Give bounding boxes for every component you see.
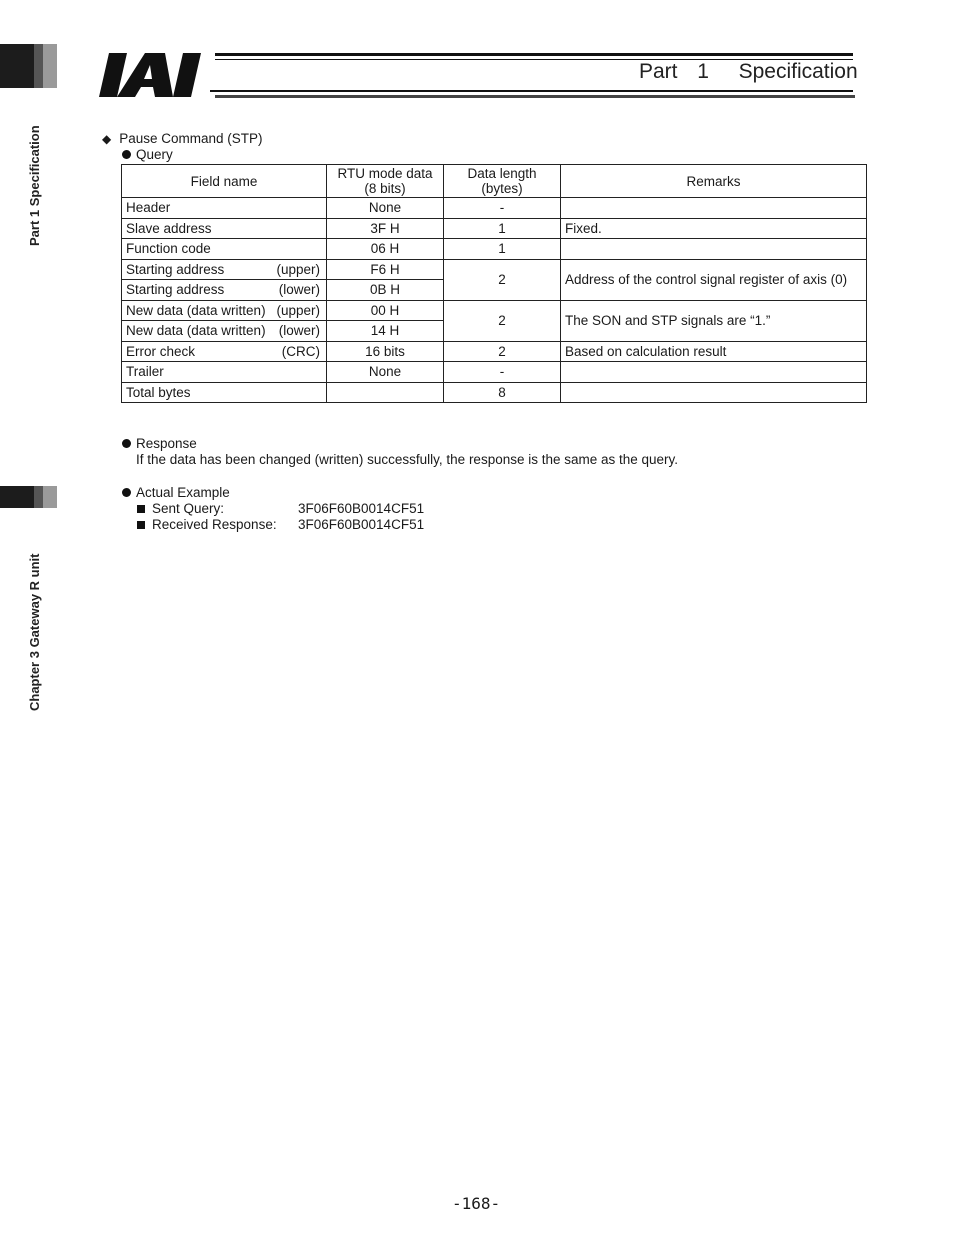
part-title-text: Specification — [738, 60, 858, 83]
bullet-icon — [122, 439, 131, 448]
response-text: If the data has been changed (written) successfully, the response is the same as the query. — [136, 452, 679, 467]
table-row: Total bytes 8 — [122, 382, 867, 403]
table-row: New data (data written) (lower) 14 H — [122, 321, 867, 342]
col-header-remarks: Remarks — [561, 165, 867, 198]
section-heading: ◆ Pause Command (STP) — [102, 131, 263, 146]
header-rule-bottom — [210, 90, 853, 92]
part-number: 1 — [697, 60, 709, 83]
page-title — [639, 60, 858, 84]
iai-logo — [97, 53, 215, 97]
sent-query-value: 3F06F60B0014CF51 — [298, 501, 425, 516]
table-row: Error check (CRC) 16 bits 2 Based on calculation result — [122, 341, 867, 362]
diamond-bullet-icon: ◆ — [102, 132, 112, 146]
square-bullet-icon — [137, 505, 145, 513]
table-row: Starting address (upper) F6 H 2 Address of the control signal register of axis (0) — [122, 259, 867, 280]
received-response-value: 3F06F60B0014CF51 — [298, 517, 425, 532]
col-header-rtu: RTU mode data (8 bits) — [327, 165, 444, 198]
table-row: Starting address (lower) 0B H — [122, 280, 867, 301]
table-row: Header None - — [122, 198, 867, 219]
query-label: Query — [122, 147, 173, 162]
table-header-row — [122, 165, 867, 198]
side-label-chapter3: Chapter 3 Gateway R unit — [27, 553, 42, 711]
col-header-field: Field name — [122, 165, 327, 198]
table-row: New data (data written) (upper) 00 H 2 The SON and STP signals are “1.” — [122, 300, 867, 321]
sent-query-row: Sent Query: — [137, 501, 224, 516]
col-header-length: Data length (bytes) — [444, 165, 561, 198]
header-rule-shadow — [215, 95, 855, 98]
side-tab-part1 — [0, 44, 57, 88]
response-label: Response — [122, 436, 197, 451]
query-table — [121, 164, 867, 403]
side-label-part1: Part 1 Specification — [27, 125, 42, 246]
page-number: -168- — [452, 1194, 501, 1213]
square-bullet-icon — [137, 521, 145, 529]
side-tab-chapter3 — [0, 486, 57, 508]
part-word: Part — [639, 60, 678, 83]
table-row: Function code 06 H 1 — [122, 239, 867, 260]
bullet-icon — [122, 488, 131, 497]
received-response-row: Received Response: — [137, 517, 277, 532]
header-rule-top — [215, 53, 853, 56]
table-row: Trailer None - — [122, 362, 867, 383]
table-row: Slave address 3F H 1 Fixed. — [122, 218, 867, 239]
bullet-icon — [122, 150, 131, 159]
example-label: Actual Example — [122, 485, 230, 500]
